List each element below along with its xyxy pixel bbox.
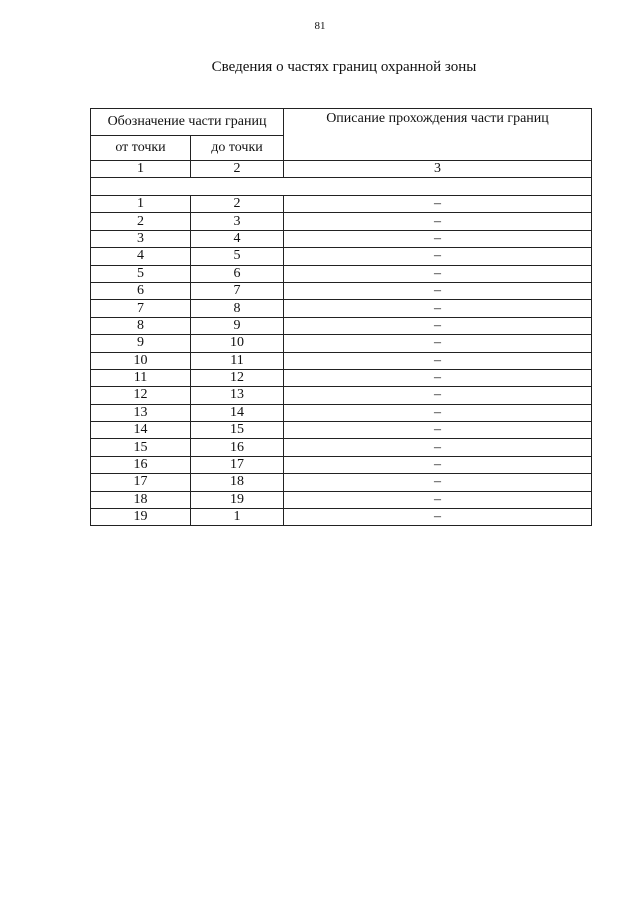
cell-description: – — [284, 317, 592, 334]
cell-from-point: 13 — [91, 404, 191, 421]
cell-from-point: 14 — [91, 422, 191, 439]
blank-row — [91, 178, 592, 196]
blank-cell — [91, 178, 592, 196]
table-row — [91, 300, 592, 317]
cell-description: – — [284, 265, 592, 282]
cell-description: – — [284, 474, 592, 491]
table-row — [91, 439, 592, 456]
cell-description: – — [284, 422, 592, 439]
cell-to-point: 17 — [191, 456, 284, 473]
cell-from-point: 5 — [91, 265, 191, 282]
header-to-point: до точки — [191, 136, 284, 161]
boundary-parts-table — [90, 108, 592, 526]
cell-description: – — [284, 248, 592, 265]
cell-from-point: 8 — [91, 317, 191, 334]
cell-description: – — [284, 369, 592, 386]
cell-description: – — [284, 282, 592, 299]
cell-from-point: 18 — [91, 491, 191, 508]
table-row — [91, 369, 592, 386]
cell-to-point: 16 — [191, 439, 284, 456]
cell-description: – — [284, 196, 592, 213]
cell-from-point: 10 — [91, 352, 191, 369]
cell-to-point: 7 — [191, 282, 284, 299]
table-header-row — [91, 109, 592, 136]
cell-from-point: 12 — [91, 387, 191, 404]
cell-description: – — [284, 300, 592, 317]
cell-description: – — [284, 352, 592, 369]
table-row — [91, 404, 592, 421]
table-row — [91, 474, 592, 491]
table-row — [91, 509, 592, 526]
cell-description: – — [284, 491, 592, 508]
cell-description: – — [284, 335, 592, 352]
table-row — [91, 422, 592, 439]
table-row — [91, 230, 592, 247]
cell-to-point: 2 — [191, 196, 284, 213]
cell-from-point: 19 — [91, 509, 191, 526]
document-title: Сведения о частях границ охранной зоны — [211, 59, 477, 75]
cell-to-point: 12 — [191, 369, 284, 386]
cell-to-point: 15 — [191, 422, 284, 439]
table-row — [91, 352, 592, 369]
cell-from-point: 2 — [91, 213, 191, 230]
header-boundary-part-designation: Обозначение части границ — [91, 109, 284, 136]
cell-to-point: 13 — [191, 387, 284, 404]
cell-to-point: 1 — [191, 509, 284, 526]
table-row — [91, 213, 592, 230]
cell-to-point: 10 — [191, 335, 284, 352]
cell-from-point: 1 — [91, 196, 191, 213]
cell-description: – — [284, 213, 592, 230]
cell-from-point: 16 — [91, 456, 191, 473]
table-row — [91, 491, 592, 508]
cell-to-point: 19 — [191, 491, 284, 508]
cell-from-point: 17 — [91, 474, 191, 491]
column-number-row — [91, 161, 592, 178]
cell-description: – — [284, 456, 592, 473]
page-number: 81 — [314, 20, 326, 32]
cell-to-point: 14 — [191, 404, 284, 421]
cell-to-point: 6 — [191, 265, 284, 282]
cell-to-point: 4 — [191, 230, 284, 247]
header-boundary-description: Описание прохождения части границ — [284, 109, 592, 161]
cell-from-point: 9 — [91, 335, 191, 352]
table-row — [91, 317, 592, 334]
cell-to-point: 18 — [191, 474, 284, 491]
cell-from-point: 6 — [91, 282, 191, 299]
cell-description: – — [284, 387, 592, 404]
cell-description: – — [284, 439, 592, 456]
cell-from-point: 4 — [91, 248, 191, 265]
cell-description: – — [284, 404, 592, 421]
column-number: 1 — [91, 161, 191, 178]
table-row — [91, 387, 592, 404]
cell-description: – — [284, 509, 592, 526]
column-number: 3 — [284, 161, 592, 178]
cell-to-point: 11 — [191, 352, 284, 369]
table-row — [91, 248, 592, 265]
cell-to-point: 9 — [191, 317, 284, 334]
table-row — [91, 335, 592, 352]
table-row — [91, 265, 592, 282]
cell-to-point: 3 — [191, 213, 284, 230]
cell-from-point: 11 — [91, 369, 191, 386]
cell-description: – — [284, 230, 592, 247]
table-row — [91, 196, 592, 213]
header-from-point: от точки — [91, 136, 191, 161]
table-row — [91, 282, 592, 299]
column-number: 2 — [191, 161, 284, 178]
cell-from-point: 15 — [91, 439, 191, 456]
cell-to-point: 8 — [191, 300, 284, 317]
table-row — [91, 456, 592, 473]
cell-from-point: 7 — [91, 300, 191, 317]
cell-from-point: 3 — [91, 230, 191, 247]
cell-to-point: 5 — [191, 248, 284, 265]
